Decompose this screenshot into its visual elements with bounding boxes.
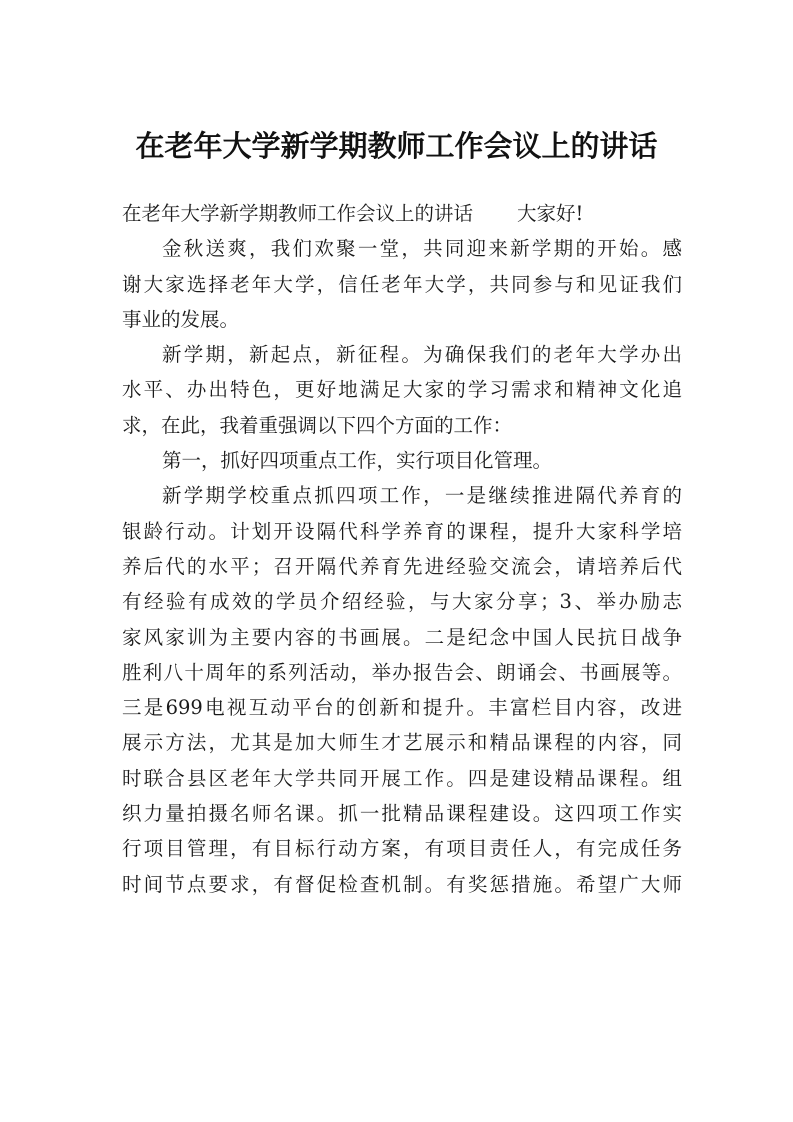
- paragraph-line: 时联合县区老年大学共同开展工作。四是建设精品课程。组: [122, 766, 682, 790]
- paragraph-line: 三是699电视互动平台的创新和提升。丰富栏目内容，改进: [122, 696, 682, 720]
- document-title: 在老年大学新学期教师工作会议上的讲话: [135, 129, 658, 163]
- paragraph-line: 水平、办出特色，更好地满足大家的学习需求和精神文化追: [122, 378, 682, 402]
- paragraph-line: 时间节点要求，有督促检查机制。有奖惩措施。希望广大师: [122, 872, 682, 896]
- paragraph-line: 金秋送爽，我们欢聚一堂，共同迎来新学期的开始。感: [162, 237, 682, 261]
- paragraph-line: 新学期学校重点抓四项工作，一是继续推进隔代养育的: [162, 484, 682, 508]
- paragraph-line: 新学期，新起点，新征程。为确保我们的老年大学办出: [162, 343, 682, 367]
- paragraph-line: 胜利八十周年的系列活动，举办报告会、朗诵会、书画展等。: [122, 660, 682, 684]
- paragraph-line: 事业的发展。: [122, 307, 240, 331]
- section-heading: 第一，抓好四项重点工作，实行项目化管理。: [162, 449, 553, 473]
- paragraph-line: 行项目管理，有目标行动方案，有项目责任人，有完成任务: [122, 837, 682, 861]
- paragraph-line: 有经验有成效的学员介绍经验，与大家分享；3、举办励志: [122, 590, 682, 614]
- paragraph-line: 求，在此，我着重强调以下四个方面的工作：: [122, 413, 513, 437]
- intro-line: [122, 196, 682, 231]
- intro-heading-repeat: 在老年大学新学期教师工作会议上的讲话: [122, 202, 474, 225]
- paragraph-line: 谢大家选择老年大学，信任老年大学，共同参与和见证我们: [122, 272, 682, 296]
- paragraph-line: 银龄行动。计划开设隔代科学养育的课程，提升大家科学培: [122, 519, 682, 543]
- paragraph-line: 家风家训为主要内容的书画展。二是纪念中国人民抗日战争: [122, 625, 682, 649]
- paragraph-line: 展示方法，尤其是加大师生才艺展示和精品课程的内容，同: [122, 731, 682, 755]
- document-body: [122, 196, 682, 902]
- paragraph-line: 养后代的水平；召开隔代养育先进经验交流会，请培养后代: [122, 554, 682, 578]
- intro-greeting: 大家好!: [517, 202, 584, 225]
- paragraph-line: 织力量拍摄名师名课。抓一批精品课程建设。这四项工作实: [122, 802, 682, 826]
